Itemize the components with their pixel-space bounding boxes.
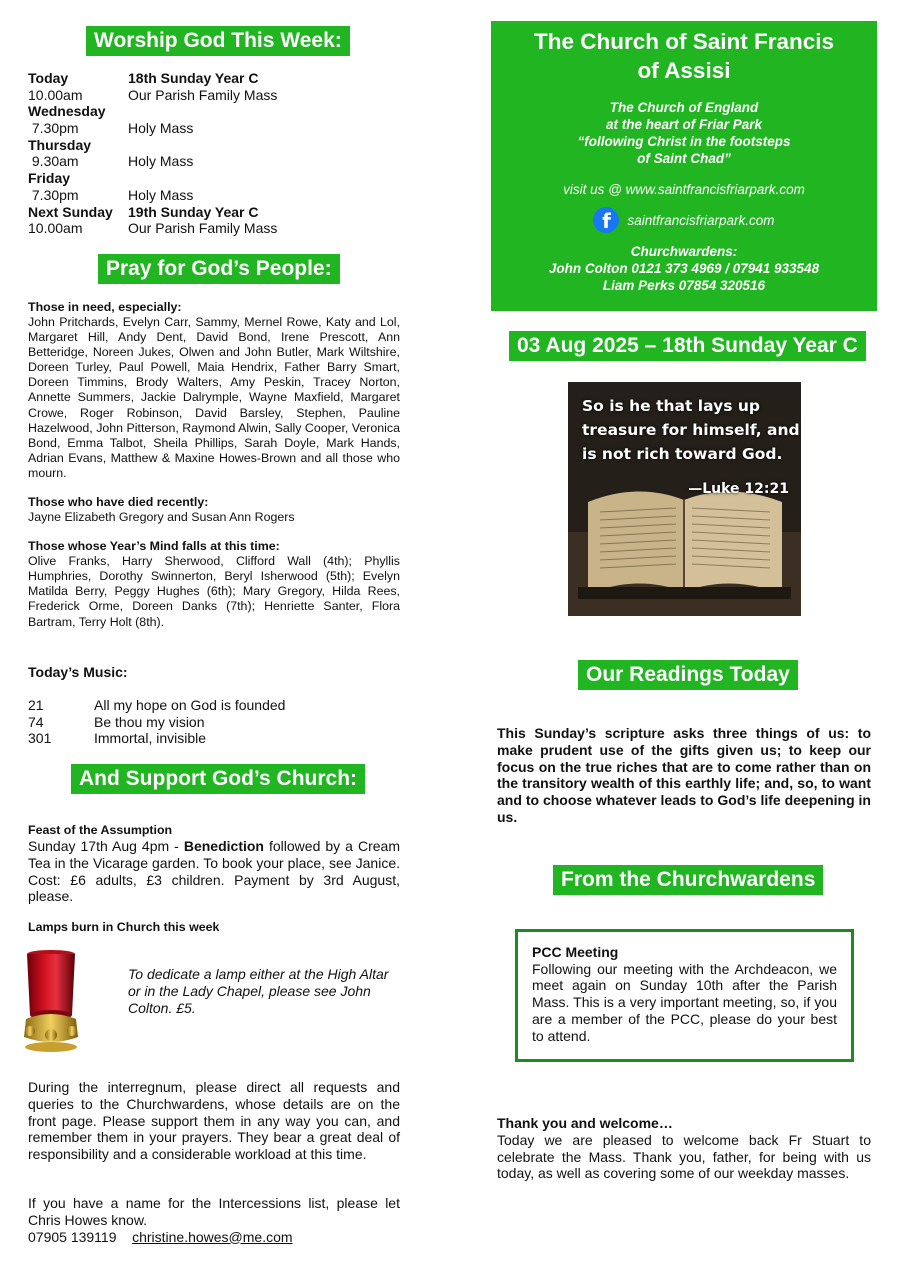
schedule-time: 7.30pm	[28, 186, 79, 203]
hymn-title: Be thou my vision	[94, 713, 205, 730]
thanks-text: Today we are pleased to welcome back Fr Stuart to celebrate the Mass. Thank you, father, for being with us today, as well as covering some of our weekday masses.	[497, 1131, 871, 1182]
facebook-link[interactable]: saintfrancisfriarpark.com	[627, 212, 775, 228]
music-list	[28, 697, 400, 747]
schedule-row	[28, 137, 400, 154]
schedule-event: 19th Sunday Year C	[128, 203, 259, 220]
tagline-1: The Church of England	[609, 100, 759, 115]
sanctuary-lamp-image	[20, 949, 82, 1053]
schedule-event: Our Parish Family Mass	[128, 86, 278, 103]
image-quote-line-1: So is he that lays up	[582, 397, 760, 415]
interregnum-text: During the interregnum, please direct all requests and queries to the Churchwardens, whose details are on the front page. Please support them in any way you can, and remember them in your prayers. They bear a great deal of responsibility and a considerable workload at this time.	[28, 1079, 400, 1163]
tagline-2: at the heart of Friar Park	[605, 117, 763, 132]
schedule-row	[28, 153, 400, 170]
need-label: Those in need, especially:	[28, 300, 182, 314]
worship-heading: Worship God This Week:	[86, 26, 350, 56]
schedule-time: 7.30pm	[28, 120, 79, 137]
schedule-row	[28, 120, 400, 137]
tagline-4: of Saint Chad”	[637, 151, 731, 166]
assumption-post: followed by a Cream Tea in the Vicarage garden. To book your place, see Janice. Cost: £6 adults, £3 children. Payment by 3rd August, please.	[28, 838, 400, 905]
assumption-bold: Benediction	[183, 838, 264, 854]
facebook-row[interactable]	[491, 207, 877, 233]
lamps-label: Lamps burn in Church this week	[28, 920, 220, 934]
died-label: Those who have died recently:	[28, 495, 209, 510]
schedule-row	[28, 70, 400, 87]
schedule-time: Wednesday	[28, 103, 106, 120]
died-text: Jayne Elizabeth Gregory and Susan Ann Rogers	[28, 510, 295, 525]
church-title-line-1: The Church of Saint Francis	[533, 29, 835, 54]
image-reference: —Luke 12:21	[688, 481, 789, 497]
intercessions-section	[28, 1195, 400, 1245]
image-quote	[582, 394, 800, 466]
hymn-number: 301	[28, 730, 52, 746]
hymn-title: Immortal, invisible	[94, 730, 207, 746]
schedule-event: Holy Mass	[128, 153, 194, 170]
music-label: Today’s Music:	[28, 664, 128, 680]
lamps-text: To dedicate a lamp either at the High Altar or in the Lady Chapel, please see John Colton. £5.	[128, 966, 389, 1016]
pcc-text: Following our meeting with the Archdeacon, we meet again on Sunday 10th after the Parish Mass. This is a very important meeting, so, if you are a member of the PCC, please do your best to attend.	[532, 960, 837, 1044]
schedule-row	[28, 87, 400, 104]
worship-schedule	[28, 70, 400, 237]
churchwardens-heading: From the Churchwardens	[553, 865, 823, 895]
scripture-image	[568, 382, 801, 616]
pray-heading: Pray for God’s People:	[98, 254, 340, 284]
yearsmind-text: Olive Franks, Harry Sherwood, Clifford Wall (4th); Phyllis Humphries, Dorothy Swinnerton, Beryl Isherwood (5th); Evelyn Matilda Berry, Peggy Hughes (6th); Mary Gregory, Hilda Rees, Frederick Orme, Doreen Danks (7th); Henriette Santer, Flora Bartram, Terry Holt (8th).	[28, 554, 400, 629]
assumption-label: Feast of the Assumption	[28, 823, 173, 837]
schedule-event: Holy Mass	[128, 120, 194, 137]
schedule-time: Next Sunday	[28, 203, 113, 220]
schedule-time: 10.00am	[28, 86, 83, 103]
contact-phone: 07905 139119	[28, 1228, 117, 1245]
schedule-time: 9.30am	[28, 153, 79, 170]
churchwarden-2: Liam Perks 07854 320516	[602, 278, 766, 293]
assumption-text	[28, 838, 400, 905]
schedule-time: Today	[28, 70, 69, 86]
hymn-row	[28, 714, 400, 731]
church-title-line-2: of Assisi	[637, 58, 731, 83]
schedule-row	[28, 103, 400, 120]
thanks-label: Thank you and welcome…	[497, 1115, 673, 1131]
schedule-row	[28, 220, 400, 237]
churchwardens-label: Churchwardens:	[630, 244, 738, 259]
image-quote-line-3: is not rich toward God.	[582, 445, 783, 463]
readings-heading: Our Readings Today	[578, 660, 798, 690]
website-link[interactable]: visit us @ www.saintfrancisfriarpark.com	[563, 182, 805, 197]
pcc-label: PCC Meeting	[532, 944, 619, 960]
thanks-section	[497, 1115, 871, 1182]
assumption-section	[28, 823, 400, 905]
need-text: John Pritchards, Evelyn Carr, Sammy, Mernel Rowe, Katy and Lol, Margaret Hill, Andy Dent, David Bond, Irene Prescott, Ann Betteridge, Noreen Jukes, Olwen and John Butler, Mark Wiltshire, Doreen Turley, Paul Powell, Maia Hendrix, Father Barry Smart, Doreen Timmins, Brody Walters, Amy Peskin, Tracey Norton, Annette Summers, Jackie Dalrymple, Wayne Maxfield, Margaret Crowe, Roger Robinson, David Barsley, Stephen, Pauline Hazelwood, John Pitterson, Raymond Alwin, Sally Cooper, Veronica Bond, Emma Talbot, Sheila Phillips, Sarah Doyle, Mark Hands, Adrian Evans, Matthew & Maxine Howes-Brown and all those who mourn.	[28, 315, 400, 480]
schedule-time: 10.00am	[28, 220, 83, 237]
contact-line	[28, 1229, 400, 1246]
churchwarden-1: John Colton 0121 373 4969 / 07941 933548	[548, 261, 820, 276]
schedule-row	[28, 204, 400, 221]
hymn-row	[28, 730, 400, 747]
image-quote-line-2: treasure for himself, and	[582, 421, 800, 439]
hymn-number: 74	[28, 713, 44, 730]
yearsmind-label: Those whose Year’s Mind falls at this time:	[28, 539, 280, 554]
assumption-pre: Sunday 17th Aug 4pm -	[28, 838, 184, 854]
schedule-time: Thursday	[28, 136, 92, 153]
schedule-event: Holy Mass	[128, 186, 194, 203]
church-header-box	[491, 21, 877, 311]
prayer-section	[28, 300, 400, 630]
support-heading: And Support God’s Church:	[71, 764, 365, 794]
intercessions-text: If you have a name for the Intercessions list, please let Chris Howes know.	[28, 1195, 400, 1228]
hymn-number: 21	[28, 697, 44, 713]
readings-text: This Sunday’s scripture asks three things of us: to make prudent use of the gifts given us; to keep our focus on the true riches that are to come rather than on the transitory wealth of this earthly life; and, so, to want and to choose whatever leads to God’s life deepening in us.	[497, 725, 871, 825]
schedule-time: Friday	[28, 170, 71, 187]
schedule-row	[28, 170, 400, 187]
pcc-meeting-box	[515, 929, 854, 1062]
hymn-row	[28, 697, 400, 714]
schedule-event: 18th Sunday Year C	[128, 70, 259, 86]
contact-email-link[interactable]: christine.howes@me.com	[132, 1228, 293, 1245]
facebook-icon: f	[593, 207, 619, 233]
schedule-row	[28, 187, 400, 204]
tagline-3: “following Christ in the footsteps	[577, 134, 791, 149]
hymn-title: All my hope on God is founded	[94, 697, 286, 713]
date-heading: 03 Aug 2025 – 18th Sunday Year C	[509, 331, 866, 361]
schedule-event: Our Parish Family Mass	[128, 220, 278, 237]
